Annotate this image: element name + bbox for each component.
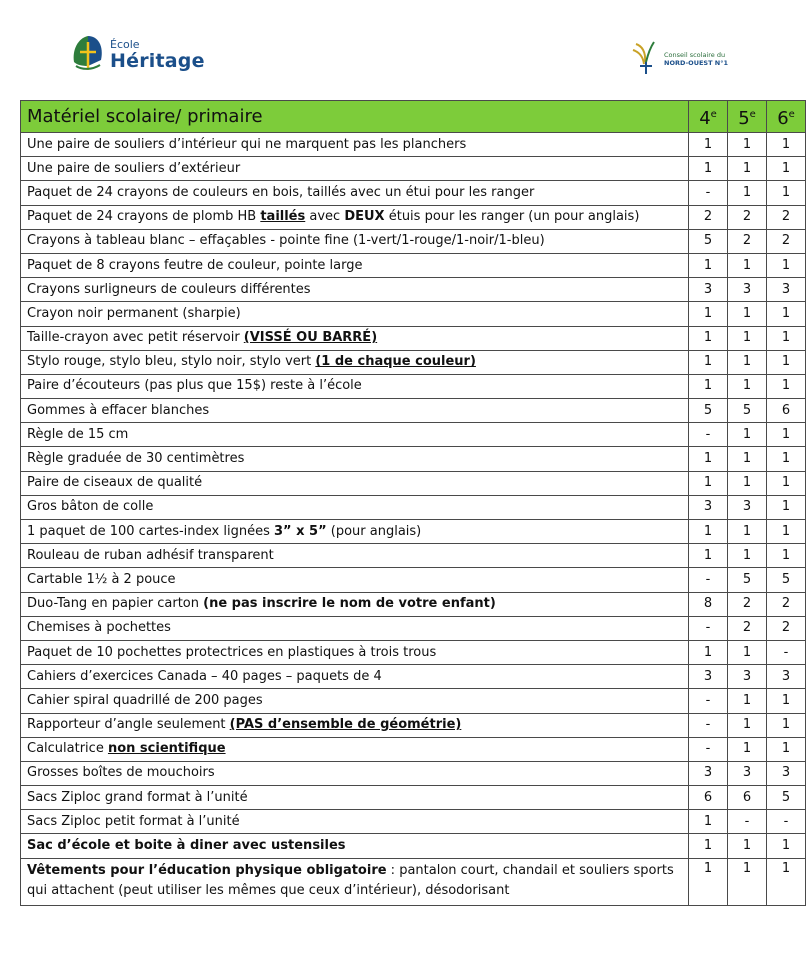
item-text-segment: avec <box>305 209 345 225</box>
qty-grade-6: 1 <box>767 253 806 277</box>
qty-grade-5: 3 <box>728 665 767 689</box>
qty-grade-4: 1 <box>689 544 728 568</box>
table-row <box>21 568 806 592</box>
qty-grade-6: 1 <box>767 157 806 181</box>
qty-grade-5: 1 <box>728 374 767 398</box>
qty-grade-6: 1 <box>767 302 806 326</box>
qty-grade-5: 1 <box>728 181 767 205</box>
qty-grade-5: 1 <box>728 133 767 157</box>
item-description <box>21 350 689 374</box>
table-row <box>21 229 806 253</box>
qty-grade-5: 1 <box>728 350 767 374</box>
item-text-segment: Une paire de souliers d’intérieur qui ne marquent pas les planchers <box>27 136 467 152</box>
item-text-segment: Taille-crayon avec petit réservoir <box>27 330 244 346</box>
item-text-segment: (PAS d’ensemble de géométrie) <box>229 717 462 733</box>
item-text-segment: Paquet de 24 crayons de couleurs en bois, taillés avec un étui pour les ranger <box>27 184 535 200</box>
item-text-segment: taillés <box>260 209 306 225</box>
heritage-tree-icon <box>68 32 106 74</box>
item-text-segment: Crayon noir permanent (sharpie) <box>27 305 241 321</box>
item-text-segment: Rouleau de ruban adhésif transparent <box>27 547 274 563</box>
item-description <box>21 834 689 858</box>
qty-grade-5: 1 <box>728 713 767 737</box>
grade-header-5: 5e <box>728 101 767 133</box>
item-text-segment: non scientifique <box>107 741 226 757</box>
school-name: Héritage <box>110 50 205 72</box>
table-row <box>21 640 806 664</box>
qty-grade-4: 5 <box>689 399 728 423</box>
table-row <box>21 302 806 326</box>
item-text-segment: Cartable 1½ à 2 pouce <box>27 571 176 587</box>
qty-grade-4: 1 <box>689 447 728 471</box>
qty-grade-5: 3 <box>728 495 767 519</box>
item-description <box>21 786 689 810</box>
item-text-segment: Vêtements pour l’éducation physique obligatoire <box>27 862 387 878</box>
qty-grade-4: 1 <box>689 520 728 544</box>
qty-grade-6: 2 <box>767 592 806 616</box>
qty-grade-6: 2 <box>767 616 806 640</box>
table-row <box>21 713 806 737</box>
item-text-segment: étuis pour les ranger (un pour anglais) <box>384 209 640 225</box>
table-row <box>21 374 806 398</box>
qty-grade-5: 2 <box>728 205 767 229</box>
qty-grade-6: 1 <box>767 858 806 905</box>
qty-grade-6: - <box>767 640 806 664</box>
qty-grade-4: - <box>689 181 728 205</box>
qty-grade-5: 1 <box>728 689 767 713</box>
item-text-segment: Stylo rouge, stylo bleu, stylo noir, stylo vert <box>27 354 316 370</box>
table-row <box>21 665 806 689</box>
qty-grade-6: 1 <box>767 689 806 713</box>
table-row <box>21 689 806 713</box>
qty-grade-4: - <box>689 423 728 447</box>
table-row <box>21 737 806 761</box>
qty-grade-6: 5 <box>767 786 806 810</box>
qty-grade-6: 3 <box>767 665 806 689</box>
qty-grade-4: 3 <box>689 665 728 689</box>
item-text-segment: Sac d’école et boite à diner avec ustensiles <box>27 838 346 854</box>
qty-grade-6: 1 <box>767 350 806 374</box>
qty-grade-4: 2 <box>689 205 728 229</box>
qty-grade-5: 2 <box>728 616 767 640</box>
qty-grade-4: 1 <box>689 350 728 374</box>
item-text-segment: Paire de ciseaux de qualité <box>27 475 203 491</box>
qty-grade-5: 5 <box>728 399 767 423</box>
table-row <box>21 326 806 350</box>
conseil-scolaire-logo <box>630 38 750 78</box>
qty-grade-6: 1 <box>767 447 806 471</box>
qty-grade-5: 1 <box>728 544 767 568</box>
item-description <box>21 205 689 229</box>
board-line-2: NORD-OUEST N°1 <box>664 59 729 67</box>
qty-grade-4: 1 <box>689 253 728 277</box>
item-description <box>21 157 689 181</box>
table-row <box>21 471 806 495</box>
grade-header-6: 6e <box>767 101 806 133</box>
item-text-segment: Gommes à effacer blanches <box>27 402 210 418</box>
qty-grade-4: 1 <box>689 471 728 495</box>
qty-grade-4: - <box>689 568 728 592</box>
qty-grade-4: - <box>689 737 728 761</box>
qty-grade-6: 1 <box>767 520 806 544</box>
qty-grade-6: 5 <box>767 568 806 592</box>
item-text-segment: Grosses boîtes de mouchoirs <box>27 765 215 781</box>
supplies-table <box>20 100 806 906</box>
item-text-segment: Cahiers d’exercices Canada – 40 pages – paquets de 4 <box>27 668 382 684</box>
item-description <box>21 689 689 713</box>
qty-grade-6: 2 <box>767 205 806 229</box>
qty-grade-5: 1 <box>728 253 767 277</box>
item-description <box>21 737 689 761</box>
qty-grade-5: 6 <box>728 786 767 810</box>
item-text-segment: Gros bâton de colle <box>27 499 154 515</box>
item-description <box>21 495 689 519</box>
qty-grade-6: 1 <box>767 544 806 568</box>
item-description <box>21 858 689 905</box>
qty-grade-4: 1 <box>689 302 728 326</box>
qty-grade-5: 1 <box>728 520 767 544</box>
table-row <box>21 157 806 181</box>
qty-grade-5: 1 <box>728 858 767 905</box>
table-row <box>21 350 806 374</box>
qty-grade-6: 1 <box>767 423 806 447</box>
item-text-segment: (ne pas inscrire le nom de votre enfant) <box>203 596 496 612</box>
item-text-segment: Calculatrice <box>27 741 108 757</box>
qty-grade-6: 1 <box>767 133 806 157</box>
qty-grade-6: 1 <box>767 181 806 205</box>
qty-grade-6: 1 <box>767 834 806 858</box>
qty-grade-6: 1 <box>767 737 806 761</box>
qty-grade-6: 1 <box>767 495 806 519</box>
item-text-segment: (1 de chaque couleur) <box>315 354 476 370</box>
qty-grade-4: 8 <box>689 592 728 616</box>
qty-grade-6: 1 <box>767 713 806 737</box>
ecole-heritage-logo <box>68 32 208 76</box>
qty-grade-4: 1 <box>689 640 728 664</box>
qty-grade-5: 1 <box>728 640 767 664</box>
qty-grade-5: 3 <box>728 278 767 302</box>
qty-grade-4: - <box>689 689 728 713</box>
table-row <box>21 447 806 471</box>
table-title: Matériel scolaire/ primaire <box>21 101 689 133</box>
qty-grade-4: 1 <box>689 834 728 858</box>
item-text-segment: Cahier spiral quadrillé de 200 pages <box>27 692 263 708</box>
table-row <box>21 834 806 858</box>
qty-grade-5: 1 <box>728 157 767 181</box>
item-text-segment: Chemises à pochettes <box>27 620 171 636</box>
item-description <box>21 423 689 447</box>
qty-grade-5: 2 <box>728 592 767 616</box>
qty-grade-6: 6 <box>767 399 806 423</box>
item-text-segment: (VISSÉ OU BARRÉ) <box>243 330 378 346</box>
qty-grade-6: 2 <box>767 229 806 253</box>
table-row <box>21 278 806 302</box>
item-description <box>21 665 689 689</box>
qty-grade-5: 1 <box>728 326 767 350</box>
table-row <box>21 544 806 568</box>
school-label: École <box>110 38 140 51</box>
item-text-segment: Duo-Tang en papier carton <box>27 596 204 612</box>
item-description <box>21 326 689 350</box>
item-text-segment: Une paire de souliers d’extérieur <box>27 160 241 176</box>
qty-grade-4: 3 <box>689 278 728 302</box>
item-text-segment: Règle de 15 cm <box>27 426 129 442</box>
item-text-segment: 3” x 5” <box>274 523 327 539</box>
qty-grade-5: 1 <box>728 423 767 447</box>
item-description <box>21 471 689 495</box>
table-body <box>21 133 806 906</box>
item-text-segment: : pantalon court, chandail et souliers sports qui attachent (peut utiliser les mêmes que ceux d’intérieur), désodorisant <box>27 862 674 898</box>
item-description <box>21 229 689 253</box>
item-text-segment: Crayons surligneurs de couleurs différentes <box>27 281 311 297</box>
qty-grade-6: 1 <box>767 374 806 398</box>
item-description <box>21 181 689 205</box>
item-description <box>21 520 689 544</box>
item-description <box>21 568 689 592</box>
grade-header-4: 4e <box>689 101 728 133</box>
item-description <box>21 374 689 398</box>
item-description <box>21 133 689 157</box>
qty-grade-4: 1 <box>689 157 728 181</box>
table-row <box>21 181 806 205</box>
table-row <box>21 253 806 277</box>
conseil-flower-icon <box>630 38 660 76</box>
item-description <box>21 713 689 737</box>
table-row <box>21 810 806 834</box>
table-row <box>21 205 806 229</box>
qty-grade-4: 1 <box>689 374 728 398</box>
table-header-row <box>21 101 806 133</box>
item-text-segment: 1 paquet de 100 cartes-index lignées <box>27 523 274 539</box>
qty-grade-4: 5 <box>689 229 728 253</box>
qty-grade-6: 1 <box>767 326 806 350</box>
table-row <box>21 423 806 447</box>
qty-grade-4: 1 <box>689 810 728 834</box>
qty-grade-5: 1 <box>728 302 767 326</box>
qty-grade-4: - <box>689 713 728 737</box>
qty-grade-5: 2 <box>728 229 767 253</box>
item-description <box>21 544 689 568</box>
board-line-1: Conseil scolaire du <box>664 51 726 59</box>
item-text-segment: Crayons à tableau blanc – effaçables - pointe fine (1-vert/1-rouge/1-noir/1-bleu) <box>27 233 545 249</box>
table-row <box>21 761 806 785</box>
qty-grade-6: - <box>767 810 806 834</box>
item-text-segment: Sacs Ziploc grand format à l’unité <box>27 789 248 805</box>
item-description <box>21 810 689 834</box>
qty-grade-4: 6 <box>689 786 728 810</box>
item-description <box>21 761 689 785</box>
table-row <box>21 592 806 616</box>
item-description <box>21 640 689 664</box>
qty-grade-5: - <box>728 810 767 834</box>
qty-grade-5: 1 <box>728 834 767 858</box>
qty-grade-4: 1 <box>689 133 728 157</box>
item-text-segment: (pour anglais) <box>326 523 422 539</box>
item-text-segment: Rapporteur d’angle seulement <box>27 717 230 733</box>
table-row <box>21 786 806 810</box>
table-row <box>21 399 806 423</box>
qty-grade-5: 1 <box>728 471 767 495</box>
item-text-segment: Paquet de 10 pochettes protectrices en plastiques à trois trous <box>27 644 437 660</box>
qty-grade-4: 1 <box>689 326 728 350</box>
item-text-segment: Paquet de 8 crayons feutre de couleur, pointe large <box>27 257 363 273</box>
item-description <box>21 592 689 616</box>
qty-grade-5: 1 <box>728 447 767 471</box>
item-description <box>21 616 689 640</box>
table-row <box>21 495 806 519</box>
qty-grade-5: 5 <box>728 568 767 592</box>
table-row <box>21 858 806 905</box>
item-text-segment: Sacs Ziploc petit format à l’unité <box>27 813 240 829</box>
qty-grade-4: 1 <box>689 858 728 905</box>
item-description <box>21 253 689 277</box>
item-description <box>21 447 689 471</box>
item-text-segment: Paire d’écouteurs (pas plus que 15$) reste à l’école <box>27 378 362 394</box>
item-description <box>21 399 689 423</box>
qty-grade-4: - <box>689 616 728 640</box>
table-row <box>21 520 806 544</box>
qty-grade-6: 1 <box>767 471 806 495</box>
item-description <box>21 302 689 326</box>
item-description <box>21 278 689 302</box>
item-text-segment: Paquet de 24 crayons de plomb HB <box>27 209 261 225</box>
qty-grade-5: 3 <box>728 761 767 785</box>
table-row <box>21 616 806 640</box>
item-text-segment: DEUX <box>344 209 385 225</box>
qty-grade-6: 3 <box>767 278 806 302</box>
qty-grade-4: 3 <box>689 495 728 519</box>
item-text-segment: Règle graduée de 30 centimètres <box>27 451 245 467</box>
qty-grade-4: 3 <box>689 761 728 785</box>
table-row <box>21 133 806 157</box>
qty-grade-5: 1 <box>728 737 767 761</box>
qty-grade-6: 3 <box>767 761 806 785</box>
